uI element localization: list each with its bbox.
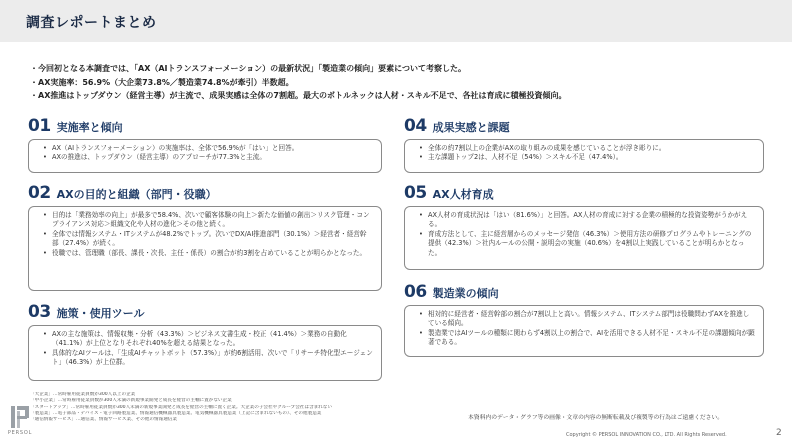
section-title: AXの目的と組織（部門・役職） — [56, 188, 217, 201]
section-box — [28, 325, 382, 381]
summary — [30, 62, 770, 103]
section-number: 03 — [28, 302, 51, 322]
bullet-item: • 全体では情報システム・ITシステムが48.2%でトップ。次いでDX/AI推進部門（30.1%）＞経営者・経営幹部（27.4%）が続く。 — [43, 230, 373, 249]
summary-line: ・AX実施率：56.9%（大企業73.8%／製造業74.8%が牽引）半数超。 — [30, 77, 294, 87]
section-title: 製造業の傾向 — [432, 287, 499, 300]
section-title: 施策・使用ツール — [56, 307, 145, 320]
bullet-item: • 相対的に経営者・経営幹部の割合が7割以上と高い。情報システム、ITシステム部門は役職問わずAXを推進している傾向。 — [419, 310, 755, 329]
bullet-item: • AX（AIトランスフォーメーション）の実施率は、全体で56.9%が「はい」と回答。 — [43, 144, 373, 153]
copyright: Copyright © PERSOL INNOVATION CO., LTD. All Rights Reserved. — [566, 432, 727, 438]
section-title: 実施率と傾向 — [56, 121, 123, 134]
section-box — [404, 206, 764, 270]
footnote: 「製造業」…電子部品・デバイス・電子回路製造業、情報通信機械器具製造業、電気機械器具製造業（上記に含まれないもの）、その他製造業 — [30, 410, 322, 416]
page-number: 2 — [776, 428, 782, 438]
section-number: 04 — [404, 116, 427, 136]
bullet-item: • 具体的なAIツールは、「生成AIチャットボット（57.3%）」が約6割活用、次いで「リサーチ特化型エージェント」（46.3%）が上位群。 — [43, 349, 373, 368]
bullet-item: • AXの推進は、トップダウン（経営主導）のアプローチが77.3%と主流。 — [43, 153, 373, 162]
section-03 — [28, 302, 382, 381]
bullet-item: • AX人材の育成状況は「はい（81.6%）」と回答。AX人材の育成に対する企業の積極的な投資姿勢がうかがえる。 — [419, 211, 755, 230]
section-title: 成果実感と課題 — [432, 121, 510, 134]
bullet-item: • 目的は「業務効率の向上」が最多で58.4%、次いで顧客体験の向上＞新たな価値の創出＞リスク管理・コンプライアンス対応＞組織文化や人材の進化＞その他と続く。 — [43, 211, 373, 230]
logo-text: PERSOL — [7, 430, 33, 436]
section-box — [28, 206, 382, 291]
bullet-item: • 全体の約7割以上の企業がAXの取り組みの成果を感じていることが浮き彫りに。 — [419, 144, 755, 153]
section-number: 02 — [28, 183, 51, 203]
section-box — [28, 139, 382, 173]
section-05 — [404, 183, 764, 270]
section-number: 06 — [404, 282, 427, 302]
summary-line: ・今回初となる本調査では、「AX（AIトランスフォーメーション）の最新状況」「製造業の傾向」要素について考察した。 — [30, 64, 467, 73]
summary-line: ・AX推進はトップダウン（経営主導）が主流で、成果実感は全体の7割超。最大のボトルネックは人材・スキル不足で、各社は育成に積極投資傾向。 — [30, 91, 567, 100]
disclaimer: 本資料内のデータ・グラフ等の画像・文章の内容の無断転載及び複製等の行為はご遠慮ください。 — [468, 415, 724, 421]
bullet-item: • 育成方法として、主に経営層からのメッセージ発信（46.3%）＞使用方法の研修プログラムやトレーニングの提供（42.3%）＞社内ルールの公開・説明会の実施（40.6%）を4割以上実践していることが明らかとなった。 — [419, 230, 755, 258]
section-box — [404, 139, 764, 173]
section-04 — [404, 116, 764, 173]
persol-logo-icon — [11, 406, 29, 428]
section-number: 05 — [404, 183, 427, 203]
bullet-item: • AXの主な施策は、情報収集・分析（43.3%）＞ビジネス文書生成・校正（41.4%）＞業務の自動化（41.1%）が上位となりそれぞれ40%を超える結果となった。 — [43, 330, 373, 349]
footnote: 「スタートアップ」…常時雇用従業員数が300人未満の新規事業開発と成長を経営の主軸に置く企業。大企業の子会社やグループ会社は含まれない — [30, 404, 332, 410]
bullet-item: • 製造業ではAIツールの種類に関わらず4割以上の割合で、AIを活用できる人材不足・スキル不足の課題傾向が顕著である。 — [419, 329, 755, 348]
bullet-item: • 役職では、管理職（部長、課長・次長、主任・係長）の割合が約3割を占めていることが明らかとなった。 — [43, 249, 373, 258]
footnote: 「中小企業」…常時雇用従業員数が300人未満の新規事業開発と成長を経営の主軸に置かない企業 — [30, 398, 232, 404]
section-01 — [28, 116, 382, 173]
footnote: 「通信情報サービス」…通信業、情報サービス業、その他の情報通信業 — [30, 417, 178, 423]
footnote: 「大企業」…常時雇用従業員数が300人以上の企業 — [30, 392, 136, 397]
persol-logo — [6, 406, 34, 436]
section-box — [404, 305, 764, 357]
footnotes — [30, 392, 480, 423]
page-title: 調査レポートまとめ — [26, 15, 157, 31]
section-number: 01 — [28, 116, 51, 136]
section-06 — [404, 282, 764, 357]
title-bar — [0, 0, 792, 42]
bullet-item: • 主な課題トップ2は、人材不足（54%）＞スキル不足（47.4%）。 — [419, 153, 755, 162]
section-02 — [28, 183, 382, 291]
section-title: AX人材育成 — [432, 188, 494, 201]
